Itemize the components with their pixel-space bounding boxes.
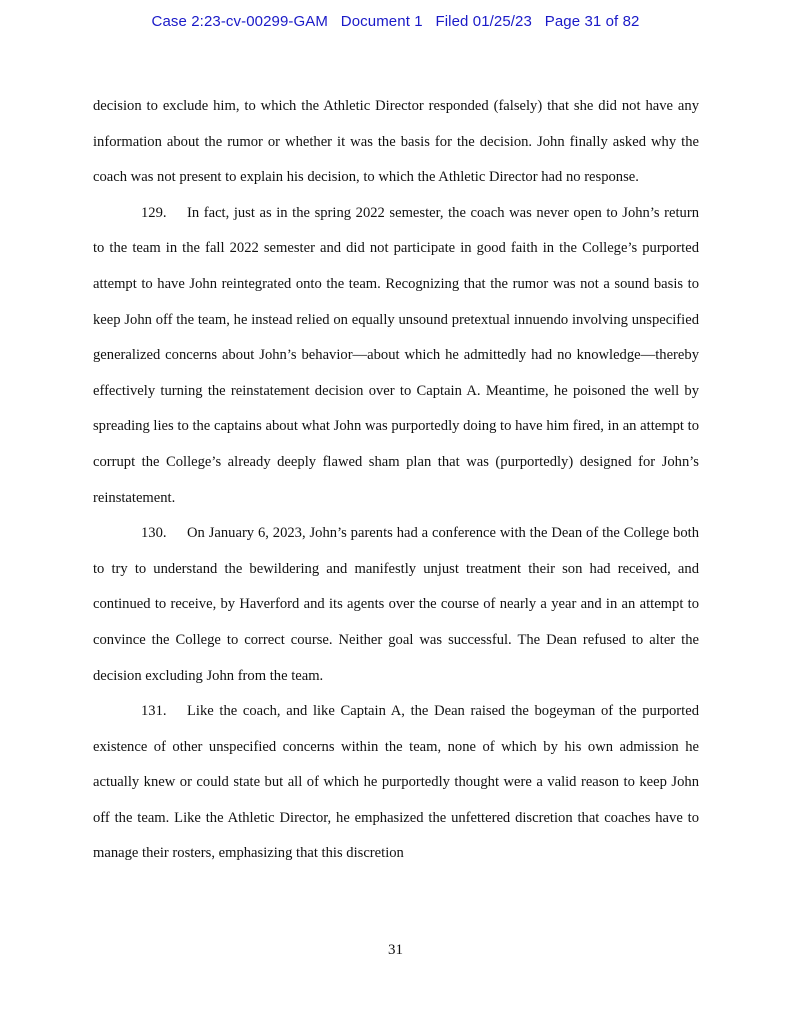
paragraph-number: 130. xyxy=(141,525,167,542)
paragraph-text: In fact, just as in the spring 2022 semester, the coach was never open to John’s return to the team in the fall 2022 semester and did not participate in good faith in the College’s purported attempt to have John reintegrated onto the team. Recognizing that the rumor was not a sound basis to keep John off the team, he instead relied on equally unsound pretextual innuendo involving unspecified generalized concerns about John’s behavior—about which he admittedly had no knowledge—thereby effectively turning the reinstatement decision over to Captain A. Meantime, he poisoned the well by spreading lies to the captains about what John was purportedly doing to have him fired, in an attempt to corrupt the College’s already deeply flawed sham plan that was (purportedly) designed for John’s reinstatement. xyxy=(93,204,699,506)
paragraph-text: decision to exclude him, to which the Athletic Director responded (falsely) that she did not have any information about the rumor or whether it was the basis for the decision. John finally asked why the coach was not present to explain his decision, to which the Athletic Director had no response. xyxy=(93,98,699,186)
page-number: 31 xyxy=(388,942,403,958)
paragraph-130 xyxy=(93,516,699,694)
document-body xyxy=(93,89,699,872)
paragraph-number: 129. xyxy=(141,204,167,221)
case-header: Case 2:23-cv-00299-GAM Document 1 Filed 01/25/23 Page 31 of 82 xyxy=(151,13,640,30)
paragraph-text: Like the coach, and like Captain A, the Dean raised the bogeyman of the purported existence of other unspecified concerns within the team, none of which by his own admission he actually knew or could state but all of which he purportedly thought were a valid reason to keep John off the team. Like the Athletic Director, he emphasized the unfettered discretion that coaches have to manage their rosters, emphasizing that this discretion xyxy=(93,703,699,862)
paragraph-continuation xyxy=(93,89,699,196)
paragraph-number: 131. xyxy=(141,703,167,720)
paragraph-text: On January 6, 2023, John’s parents had a conference with the Dean of the College both to try to understand the bewildering and manifestly unjust treatment their son had received, and continued to receive, by Haverford and its agents over the course of nearly a year and in an attempt to convince the College to correct course. Neither goal was successful. The Dean refused to alter the decision excluding John from the team. xyxy=(93,525,699,684)
paragraph-131 xyxy=(93,694,699,872)
paragraph-129 xyxy=(93,196,699,516)
